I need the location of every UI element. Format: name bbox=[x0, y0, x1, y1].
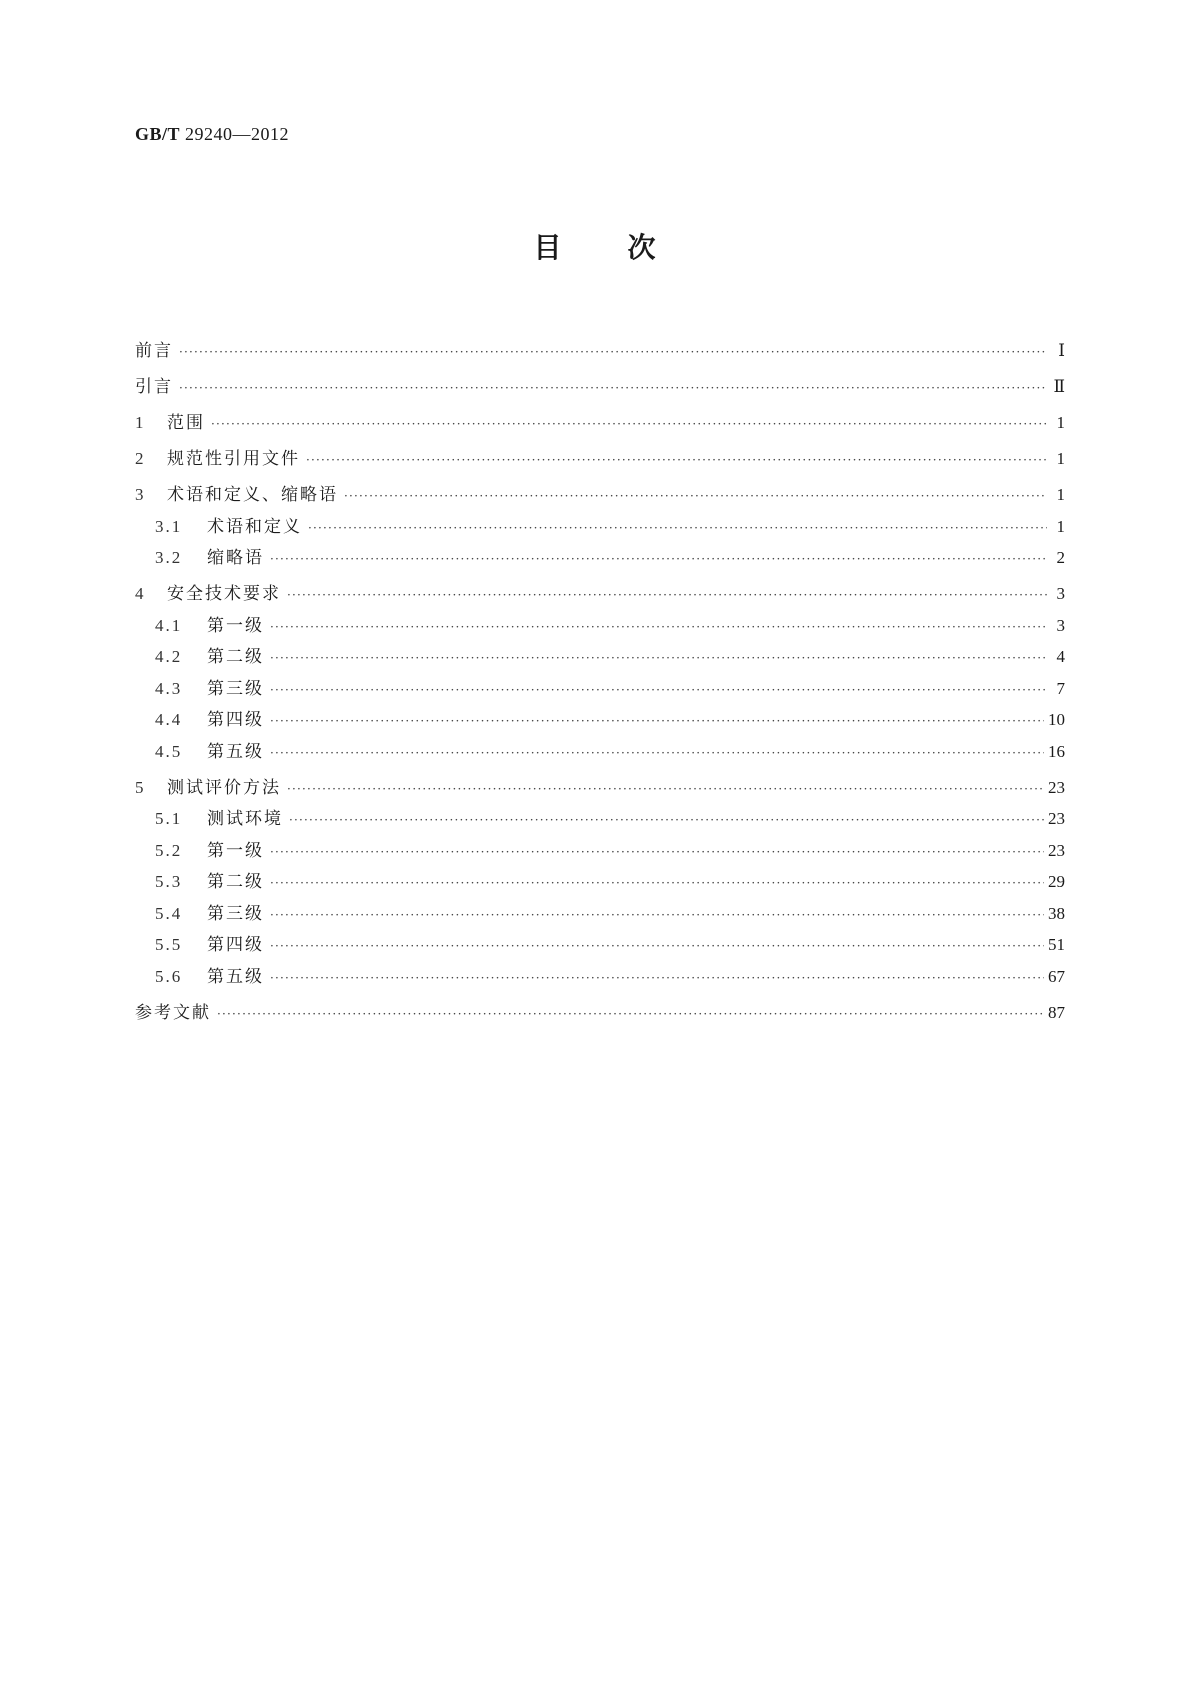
toc-entry-label: 第四级 bbox=[207, 935, 264, 955]
toc-entry-4-2[interactable] bbox=[135, 637, 1065, 669]
toc-leader-dots bbox=[177, 378, 1047, 398]
toc-entry-number: 1 bbox=[135, 413, 144, 432]
toc-entry-5-2[interactable] bbox=[135, 830, 1065, 862]
toc-entry-number: 4.2 bbox=[155, 647, 183, 666]
toc-page-number: 23 bbox=[1048, 809, 1065, 828]
toc-entry-label: 术语和定义 bbox=[207, 516, 302, 537]
toc-page-number: 7 bbox=[1056, 678, 1065, 698]
toc-entry-5-5[interactable] bbox=[135, 925, 1065, 957]
toc-leader-dots bbox=[268, 743, 1044, 763]
standard-prefix: GB/T bbox=[135, 124, 181, 144]
toc-leader-dots bbox=[209, 414, 1047, 434]
toc-entry-number: 3.2 bbox=[155, 548, 183, 567]
toc-page-number: 87 bbox=[1048, 1002, 1065, 1022]
toc-leader-dots bbox=[268, 936, 1044, 956]
toc-page-number: 1 bbox=[1056, 485, 1065, 504]
toc-entry-number: 3 bbox=[135, 485, 144, 504]
table-of-contents bbox=[135, 326, 1065, 1024]
toc-entry-number: 5.3 bbox=[155, 872, 183, 891]
toc-page-number: 67 bbox=[1048, 966, 1065, 986]
toc-entry-label: 第二级 bbox=[207, 647, 264, 667]
toc-leader-dots bbox=[268, 617, 1047, 637]
toc-entry-3[interactable] bbox=[135, 470, 1065, 506]
toc-page-number: 1 bbox=[1056, 413, 1065, 432]
toc-entry-5[interactable] bbox=[135, 763, 1065, 799]
toc-entry-bibliography[interactable] bbox=[135, 988, 1065, 1024]
toc-page-number: 3 bbox=[1056, 584, 1065, 603]
toc-entry-label: 第三级 bbox=[207, 903, 264, 924]
toc-page-number: 10 bbox=[1048, 710, 1065, 729]
title-char-1: 目 bbox=[533, 231, 564, 264]
toc-leader-dots bbox=[177, 342, 1047, 362]
toc-leader-dots bbox=[268, 842, 1044, 862]
toc-page-number: Ⅱ bbox=[1053, 377, 1065, 396]
toc-entry-5-4[interactable] bbox=[135, 893, 1065, 925]
toc-entry-label: 第四级 bbox=[207, 710, 264, 730]
toc-entry-number: 5.1 bbox=[155, 809, 183, 828]
toc-entry-4-4[interactable] bbox=[135, 700, 1065, 732]
toc-page-number: 23 bbox=[1048, 840, 1065, 860]
toc-leader-dots bbox=[268, 711, 1044, 731]
toc-entry-number: 4.4 bbox=[155, 710, 183, 729]
toc-page-number: 38 bbox=[1048, 903, 1065, 923]
toc-entry-label: 测试评价方法 bbox=[167, 777, 281, 798]
toc-leader-dots bbox=[268, 648, 1047, 668]
toc-entry-5-6[interactable] bbox=[135, 956, 1065, 988]
toc-entry-label: 术语和定义、缩略语 bbox=[167, 485, 338, 505]
toc-leader-dots bbox=[342, 486, 1047, 506]
toc-entry-label: 第二级 bbox=[207, 872, 264, 892]
toc-entry-number: 4 bbox=[135, 584, 144, 603]
toc-entry-label: 范围 bbox=[167, 413, 205, 433]
toc-leader-dots bbox=[268, 549, 1047, 569]
toc-leader-dots bbox=[215, 1004, 1044, 1024]
toc-leader-dots bbox=[306, 518, 1047, 538]
toc-entry-label: 安全技术要求 bbox=[167, 584, 281, 604]
toc-leader-dots bbox=[285, 779, 1044, 799]
toc-entry-number: 4.3 bbox=[155, 678, 183, 698]
toc-entry-2[interactable] bbox=[135, 434, 1065, 470]
toc-entry-4[interactable] bbox=[135, 569, 1065, 605]
toc-page-number: 29 bbox=[1048, 872, 1065, 891]
toc-entry-number: 5.4 bbox=[155, 903, 183, 923]
toc-page-number: 1 bbox=[1056, 516, 1065, 536]
toc-leader-dots bbox=[268, 873, 1044, 893]
toc-entry-number: 4.1 bbox=[155, 615, 183, 635]
toc-entry-label: 规范性引用文件 bbox=[167, 449, 300, 469]
toc-entry-number: 5.2 bbox=[155, 840, 183, 860]
toc-entry-3-2[interactable] bbox=[135, 538, 1065, 570]
toc-entry-5-1[interactable] bbox=[135, 799, 1065, 831]
toc-entry-label: 第一级 bbox=[207, 615, 264, 636]
toc-leader-dots bbox=[268, 680, 1047, 700]
toc-entry-foreword[interactable] bbox=[135, 326, 1065, 362]
toc-entry-introduction[interactable] bbox=[135, 362, 1065, 398]
toc-entry-label: 前言 bbox=[135, 341, 173, 361]
toc-entry-label: 第五级 bbox=[207, 741, 264, 762]
toc-leader-dots bbox=[268, 968, 1044, 988]
toc-leader-dots bbox=[285, 585, 1047, 605]
toc-entry-4-5[interactable] bbox=[135, 731, 1065, 763]
standard-number: 29240—2012 bbox=[185, 124, 290, 144]
toc-page-number: 4 bbox=[1056, 647, 1065, 666]
title-char-2: 次 bbox=[627, 231, 658, 264]
toc-page-number: 2 bbox=[1056, 548, 1065, 567]
toc-page-number: 51 bbox=[1048, 935, 1065, 954]
toc-entry-label: 第三级 bbox=[207, 678, 264, 699]
toc-entry-number: 5.6 bbox=[155, 966, 183, 986]
toc-entry-number: 4.5 bbox=[155, 741, 183, 761]
toc-leader-dots bbox=[287, 810, 1044, 830]
toc-entry-5-3[interactable] bbox=[135, 862, 1065, 894]
toc-entry-label: 引言 bbox=[135, 377, 173, 397]
toc-entry-label: 参考文献 bbox=[135, 1002, 211, 1023]
toc-entry-number: 5 bbox=[135, 777, 144, 797]
toc-entry-4-3[interactable] bbox=[135, 668, 1065, 700]
toc-entry-3-1[interactable] bbox=[135, 506, 1065, 538]
page-title bbox=[0, 226, 1191, 266]
toc-entry-label: 缩略语 bbox=[207, 548, 264, 568]
toc-page-number: 23 bbox=[1048, 777, 1065, 797]
toc-entry-number: 5.5 bbox=[155, 935, 183, 954]
toc-leader-dots bbox=[304, 450, 1047, 470]
toc-entry-1[interactable] bbox=[135, 398, 1065, 434]
toc-entry-label: 第五级 bbox=[207, 966, 264, 987]
toc-leader-dots bbox=[268, 905, 1044, 925]
standard-code bbox=[135, 124, 289, 145]
toc-entry-label: 测试环境 bbox=[207, 809, 283, 829]
toc-entry-number: 2 bbox=[135, 449, 144, 468]
toc-page-number: 3 bbox=[1056, 615, 1065, 635]
toc-entry-label: 第一级 bbox=[207, 840, 264, 861]
toc-page-number: 1 bbox=[1056, 449, 1065, 468]
toc-page-number: Ⅰ bbox=[1058, 341, 1065, 360]
toc-entry-4-1[interactable] bbox=[135, 605, 1065, 637]
toc-page-number: 16 bbox=[1048, 741, 1065, 761]
toc-entry-number: 3.1 bbox=[155, 516, 183, 536]
